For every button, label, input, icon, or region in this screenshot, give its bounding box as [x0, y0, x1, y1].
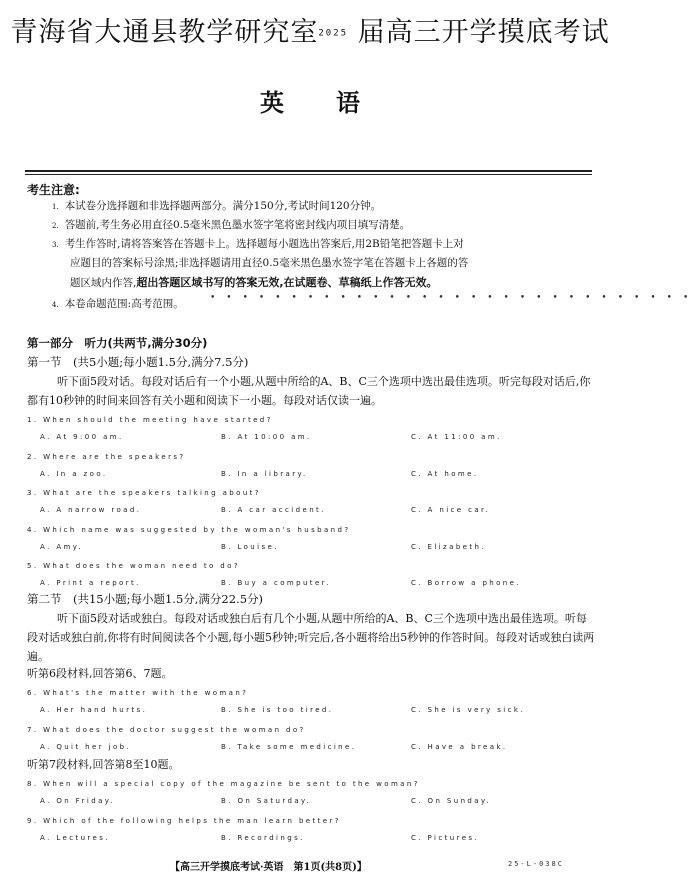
notice-text: 考生作答时,请将答案答在答题卡上。选择题每小题选出答案后,用2B铅笔把答题卡上对: [64, 238, 464, 250]
question-stem: 9. Which of the following helps the man learn better?: [27, 816, 341, 825]
answer-option-c: C. At home.: [411, 469, 479, 478]
answer-option-c: C. On Sunday.: [411, 797, 492, 805]
question-stem: 3. What are the speakers talking about?: [27, 489, 261, 497]
answer-option-a: A. Her hand hurts.: [40, 706, 148, 714]
answer-option-c: C. Elizabeth.: [411, 542, 486, 551]
notice-item-4: [52, 296, 184, 311]
notice-heading: 考生注意:: [27, 183, 80, 197]
notice-num: 2.: [52, 222, 59, 230]
title-right: 届高三开学摸底考试: [357, 17, 610, 48]
answer-option-a: A. A narrow road.: [40, 506, 142, 514]
section-1-heading: 第一节 (共5小题;每小题1.5分,满分7.5分): [27, 355, 249, 369]
answer-option-a: A. Amy.: [40, 542, 83, 551]
notice-item-1: [52, 198, 381, 213]
notice-emphasis: 超出答题区域书写的答案无效,在试题卷、草稿纸上作答无效。: [136, 276, 438, 289]
answer-option-b: B. A car accident.: [221, 506, 326, 514]
notice-item-3-line-3: [70, 274, 438, 290]
exam-code: 25-L-038C: [508, 860, 564, 868]
question-stem: 2. Where are the speakers?: [27, 452, 186, 461]
notice-num: 1.: [52, 203, 59, 211]
question-stem: 4. Which name was suggested by the woman's husband?: [27, 525, 351, 534]
title-year: 2025: [318, 28, 349, 39]
answer-option-a: A. At 9:00 am.: [40, 433, 124, 441]
section-2-instructions: 听下面5段对话或独白。每段对话或独白后有几个小题,从题中所给的A、B、C三个选项中选出最佳选项。听每段对话或独白前,你将有时间阅读各个小题,每小题5秒钟;听完后,各小题将给出5秒钟的作答时间。每段对话或独白读两遍。: [27, 612, 595, 663]
notice-text: 本试卷分选择题和非选择题两部分。满分150分,考试时间120分钟。: [64, 200, 382, 212]
notice-text: 答题前,考生务必用直径0.5毫米黑色墨水签字笔将密封线内项目填写清楚。: [64, 219, 411, 231]
subject-char-2: 语: [336, 89, 360, 117]
question-stem: 7. What does the doctor suggest the woman do?: [27, 725, 306, 734]
notice-item-3-line-2: 应题目的答案标号涂黑;非选择题请用直径0.5毫米黑色墨水签字笔在答题卡上各题的答: [70, 257, 469, 269]
answer-option-a: A. Lectures.: [40, 833, 110, 842]
title-left: 青海省大通县教学研究室: [10, 17, 319, 48]
page-footer: 【高三开学摸底考试·英语 第1页(共8页)】: [170, 862, 367, 873]
divider-thick: [25, 170, 592, 172]
section-1-instructions: 听下面5段对话。每段对话后有一个小题,从题中所给的A、B、C三个选项中选出最佳选项。听完每段对话后,你都有10秒钟的时间来回答有关小题和阅读下一小题。每段对话仅读一遍。: [27, 375, 591, 407]
notice-item-2: [52, 217, 410, 232]
answer-option-b: B. In a library.: [221, 469, 308, 478]
section-2-heading: 第二节 (共15小题;每小题1.5分,满分22.5分): [27, 592, 264, 606]
question-stem: 8. When will a special copy of the magazine be sent to the woman?: [27, 780, 420, 788]
subject-char-1: 英: [260, 89, 284, 117]
answer-option-c: C. At 11:00 am.: [411, 433, 502, 441]
notice-item-3: [52, 236, 464, 251]
answer-option-b: B. Louise.: [221, 542, 279, 551]
answer-option-a: A. Print a report.: [40, 579, 141, 587]
answer-option-b: B. Take some medicine.: [221, 742, 357, 751]
question-stem: 5. What does the woman need to do?: [27, 562, 240, 570]
listen-instruction-6: 听第6段材料,回答第6、7题。: [27, 667, 173, 680]
answer-option-b: B. Recordings.: [221, 833, 305, 842]
answer-option-a: A. Quit her job.: [40, 742, 132, 751]
divider-thin: [25, 174, 592, 175]
answer-option-b: B. She is too tired.: [221, 706, 334, 714]
notice-num: 4.: [52, 301, 59, 309]
question-stem: 1. When should the meeting have started?: [27, 416, 273, 424]
subject-heading: [0, 83, 620, 118]
notice-num: 3.: [52, 241, 59, 249]
answer-option-a: A. In a zoo.: [40, 469, 108, 478]
part-1-heading: 第一部分 听力(共两节,满分30分): [27, 336, 208, 350]
emphasis-dots: ••••••••••••••••••••••••••••••: [210, 293, 699, 303]
answer-option-c: C. Have a break.: [411, 742, 508, 751]
notice-text: 题区域内作答,: [70, 277, 137, 289]
notice-text: 本卷命题范围:高考范围。: [64, 298, 184, 310]
answer-option-a: A. On Friday.: [40, 797, 115, 805]
answer-option-b: B. At 10:00 am.: [221, 433, 312, 441]
answer-option-c: C. A nice car.: [411, 506, 491, 514]
answer-option-c: C. She is very sick.: [411, 706, 525, 714]
answer-option-c: C. Pictures.: [411, 833, 480, 842]
answer-option-c: C. Borrow a phone.: [411, 579, 521, 587]
listen-instruction-7: 听第7段材料,回答第8至10题。: [27, 758, 180, 771]
answer-option-b: B. Buy a computer.: [221, 579, 331, 587]
answer-option-b: B. On Saturday.: [221, 797, 312, 805]
exam-title: [0, 10, 620, 49]
question-stem: 6. What's the matter with the woman?: [27, 689, 249, 697]
